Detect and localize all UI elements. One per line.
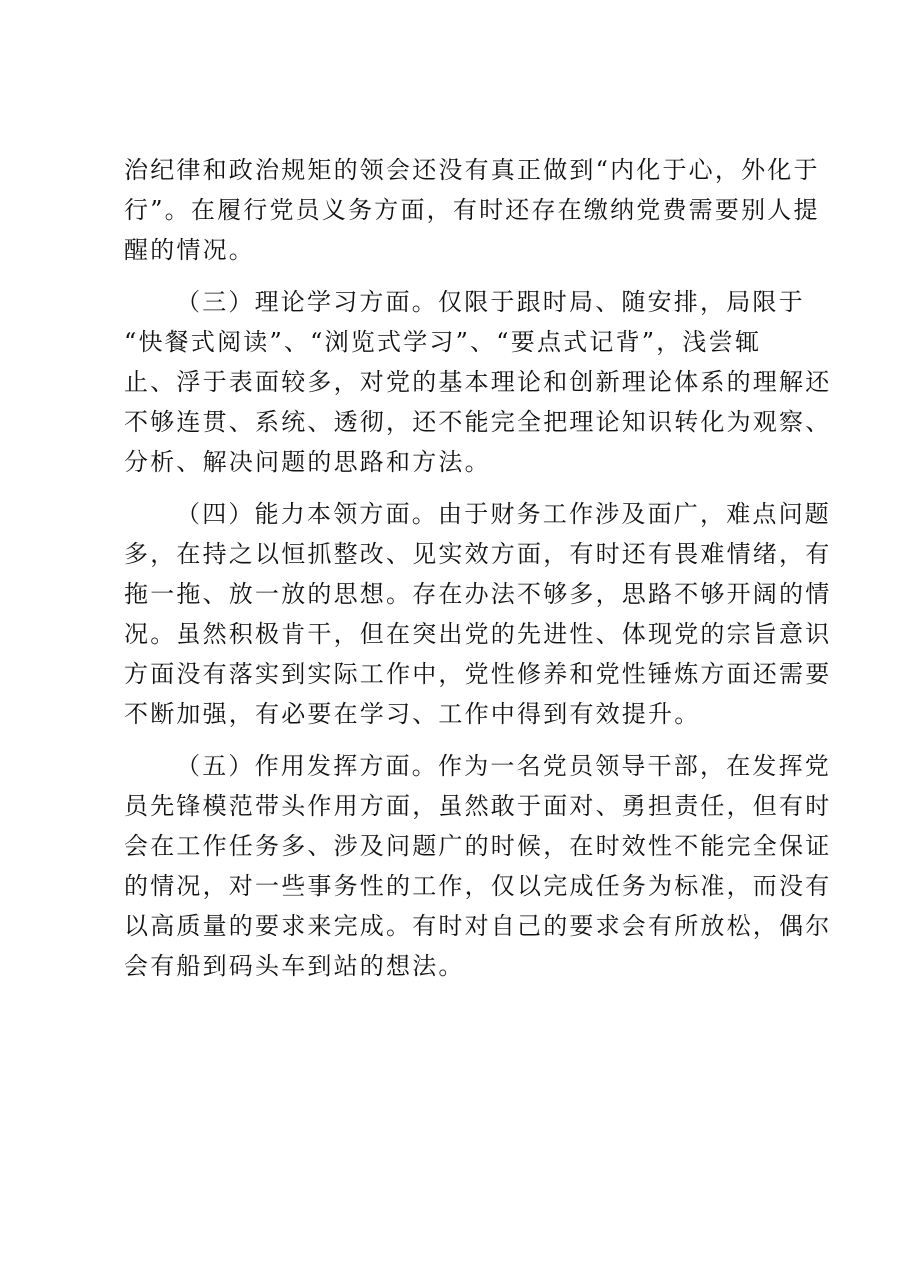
text-line: 不够连贯、系统、透彻，还不能完全把理论知识转化为观察、 xyxy=(124,408,832,436)
text-line: 方面没有落实到实际工作中，党性修养和党性锤炼方面还需要 xyxy=(124,660,832,688)
paragraph-role xyxy=(124,746,832,986)
text-line: 况。虽然积极肯干，但在突出党的先进性、体现党的宗旨意识 xyxy=(124,620,832,648)
text-line: （三）理论学习方面。仅限于跟时局、随安排，局限于 xyxy=(176,288,805,316)
text-line: 会在工作任务多、涉及问题广的时候，在时效性不能完全保证 xyxy=(124,832,832,860)
text-line: 醒的情况。 xyxy=(124,236,255,264)
text-line: 拖一拖、放一放的思想。存在办法不够多，思路不够开阔的情 xyxy=(124,580,832,608)
text-line: （五）作用发挥方面。作为一名党员领导干部，在发挥党 xyxy=(176,752,831,780)
paragraph-continuation xyxy=(124,150,820,270)
document-body xyxy=(124,150,832,986)
paragraph-theory-study xyxy=(124,282,832,482)
text-line: 的情况，对一些事务性的工作，仅以完成任务为标准，而没有 xyxy=(124,872,832,900)
paragraph-ability xyxy=(124,494,832,734)
text-line: “快餐式阅读”、“浏览式学习”、“要点式记背”，浅尝辄 xyxy=(124,328,762,356)
text-line: 多，在持之以恒抓整改、见实效方面，有时还有畏难情绪，有 xyxy=(124,540,832,568)
text-line: 会有船到码头车到站的想法。 xyxy=(124,952,465,980)
text-line: 止、浮于表面较多，对党的基本理论和创新理论体系的理解还 xyxy=(124,368,832,396)
text-line: 治纪律和政治规矩的领会还没有真正做到“内化于心，外化于 xyxy=(124,156,820,184)
text-line: 不断加强，有必要在学习、工作中得到有效提升。 xyxy=(124,700,701,728)
text-line: （四）能力本领方面。由于财务工作涉及面广，难点问题 xyxy=(176,500,831,528)
text-line: 以高质量的要求来完成。有时对自己的要求会有所放松，偶尔 xyxy=(124,912,832,940)
text-line: 员先锋模范带头作用方面，虽然敢于面对、勇担责任，但有时 xyxy=(124,792,832,820)
text-line: 分析、解决问题的思路和方法。 xyxy=(124,448,491,476)
text-line: 行”。在履行党员义务方面，有时还存在缴纳党费需要别人提 xyxy=(124,196,820,224)
